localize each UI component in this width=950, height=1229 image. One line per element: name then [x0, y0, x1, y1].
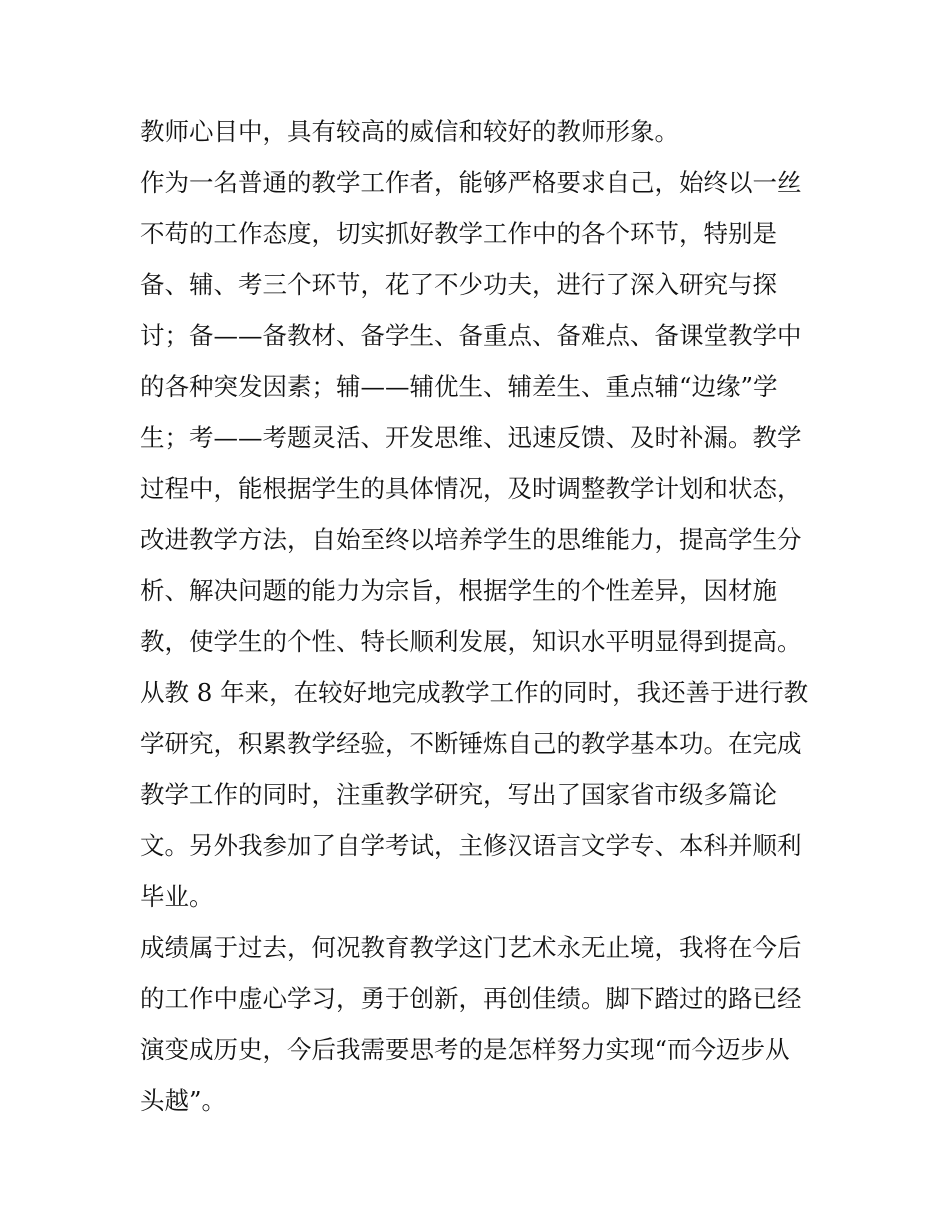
text-line: 教师心目中，具有较高的威信和较好的教师形象。 [140, 117, 679, 146]
text-line: 作为一名普通的教学工作者，能够严格要求自己，始终以一丝 [140, 168, 802, 197]
text-line: 毕业。 [140, 882, 214, 911]
text-line: 学研究，积累教学经验，不断锤炼自己的教学基本功。在完成 [140, 729, 802, 758]
text-line: 的工作中虚心学习，勇于创新，再创佳绩。脚下踏过的路已经 [140, 984, 802, 1013]
text-line: 过程中，能根据学生的具体情况，及时调整教学计划和状态， [140, 474, 802, 503]
text-line: 头越”。 [140, 1086, 227, 1115]
text-line: 生；考——考题灵活、开发思维、迅速反馈、及时补漏。教学 [140, 423, 802, 452]
text-line: 的各种突发因素；辅——辅优生、辅差生、重点辅“边缘”学 [140, 372, 778, 401]
text-line: 析、解决问题的能力为宗旨，根据学生的个性差异，因材施 [140, 576, 777, 605]
text-line: 教，使学生的个性、特长顺利发展，知识水平明显得到提高。 [140, 627, 802, 656]
text-line: 改进教学方法，自始至终以培养学生的思维能力，提高学生分 [140, 525, 802, 554]
text-line: 演变成历史，今后我需要思考的是怎样努力实现“而今迈步从 [140, 1035, 790, 1064]
text-line: 备、辅、考三个环节，花了不少功夫，进行了深入研究与探 [140, 270, 777, 299]
body-text [140, 106, 830, 1126]
text-line: 不苟的工作态度，切实抓好教学工作中的各个环节，特别是 [140, 219, 777, 248]
text-line: 文。另外我参加了自学考试，主修汉语言文学专、本科并顺利 [140, 831, 802, 860]
text-line: 讨；备——备教材、备学生、备重点、备难点、备课堂教学中 [140, 321, 802, 350]
text-line: 成绩属于过去，何况教育教学这门艺术永无止境，我将在今后 [140, 933, 802, 962]
text-line: 从教 8 年来，在较好地完成教学工作的同时，我还善于进行教 [140, 678, 809, 707]
text-line: 教学工作的同时，注重教学研究，写出了国家省市级多篇论 [140, 780, 777, 809]
